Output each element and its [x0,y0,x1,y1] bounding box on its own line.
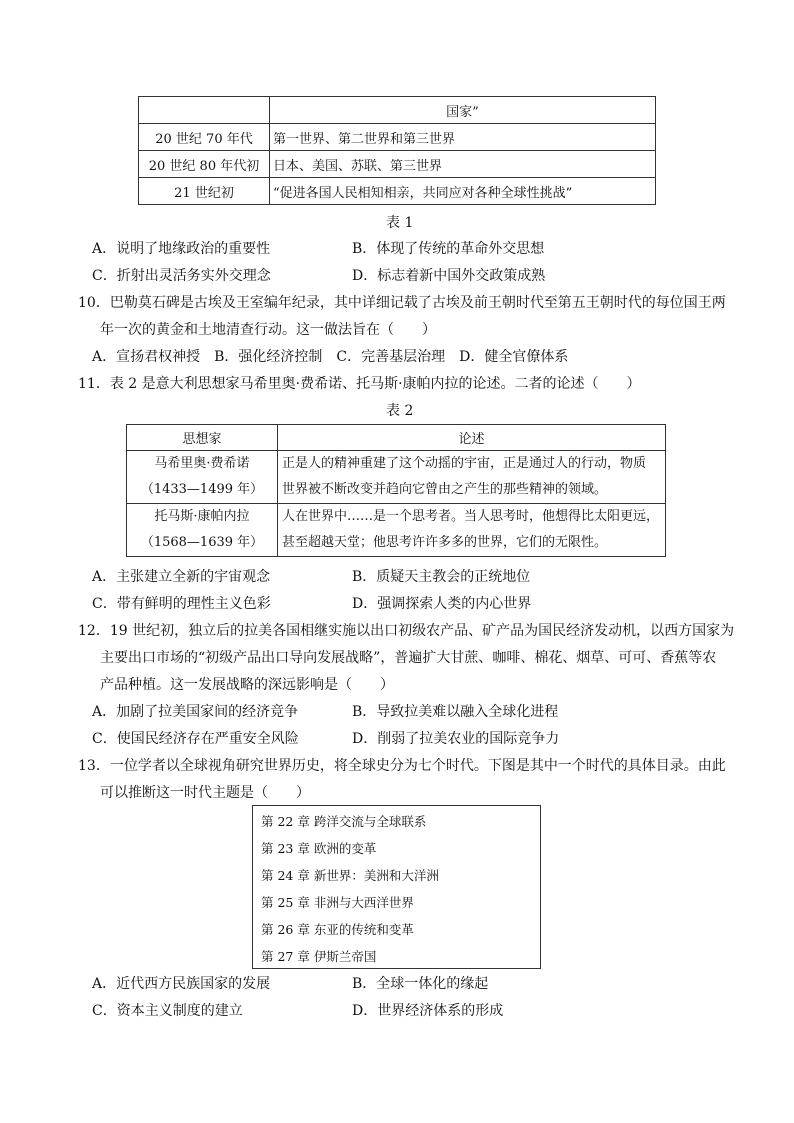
table-cell: 论述 [278,425,666,451]
thinker-name: 马希里奥·费希诺 [154,456,250,471]
thinker-years: （1433—1499 年） [140,482,264,497]
table-cell [278,504,666,557]
quote-line: 世界被不断改变并趋向它曾由之产生的那些精神的领域。 [282,482,608,497]
table-1-caption: 表 1 [386,215,414,231]
q13-option-d: D．世界经济体系的形成 [352,1003,504,1019]
q11-option-b: B．质疑天主教会的正统地位 [352,569,531,585]
q9-option-d: D．标志着新中国外交政策成熟 [352,268,546,284]
table-2-caption: 表 2 [386,403,414,419]
chapter-item: 第 22 章 跨洋交流与全球联系 [261,814,427,829]
table-cell: “促进各国人民相知相亲，共同应对各种全球性挑战” [270,178,656,205]
chapter-item: 第 24 章 新世界：美洲和大洋洲 [261,868,439,883]
q9-option-b: B．体现了传统的革命外交思想 [352,241,545,257]
q10-stem-line-2: 年一次的黄金和土地清查行动。这一做法旨在（ ） [100,322,436,338]
table-row [127,504,666,557]
q13-option-a: A．近代西方民族国家的发展 [92,976,271,992]
table-cell: 21 世纪初 [139,178,270,205]
q12-option-b: B．导致拉美难以融入全球化进程 [352,704,559,720]
thinker-name: 托马斯·康帕内拉 [154,509,250,524]
table-row [139,151,656,178]
q12-stem-line-2: 主要出口市场的“初级产品出口导向发展战略”，普遍扩大甘蔗、咖啡、棉花、烟草、可可、香蕉等农 [100,650,717,666]
table-1 [138,96,656,205]
table-cell [127,451,278,504]
q9-option-c: C．折射出灵活务实外交理念 [92,268,271,284]
q11-option-a: A．主张建立全新的宇宙观念 [92,569,271,585]
q13-option-b: B．全球一体化的缘起 [352,976,489,992]
table-row [139,97,656,124]
q10-stem-line-1: 10．巴勒莫石碑是古埃及王室编年纪录，其中详细记载了古埃及前王朝时代至第五王朝时代的每位国王两 [78,295,726,311]
quote-line: 正是人的精神重建了这个动摇的宇宙，正是通过人的行动，物质 [282,456,647,471]
q13-option-c: C．资本主义制度的建立 [92,1003,243,1019]
q12-stem-line-3: 产品种植。这一发展战略的深远影响是（ ） [100,677,394,693]
q12-option-a: A．加剧了拉美国家间的经济竞争 [92,704,299,720]
quote-line: 人在世界中……是一个思考者。当人思考时，他想得比太阳更远， [282,509,660,524]
table-cell [127,504,278,557]
q11-stem: 11．表 2 是意大利思想家马希里奥·费希诺、托马斯·康帕内拉的论述。二者的论述（ ） [78,376,641,392]
chapter-item: 第 25 章 非洲与大西洋世界 [261,895,414,910]
chapter-list-box [252,805,541,969]
chapter-item: 第 26 章 东亚的传统和变革 [261,922,414,937]
table-row [127,451,666,504]
table-cell: 20 世纪 80 年代初 [139,151,270,178]
q12-stem-line-1: 12．19 世纪初，独立后的拉美各国相继实施以出口初级农产品、矿产品为国民经济发动机，以西方国家为 [78,623,735,639]
q11-option-d: D．强调探索人类的内心世界 [352,596,532,612]
table-cell [139,97,270,124]
q13-stem-line-2: 可以推断这一时代主题是（ ） [100,785,310,801]
q9-option-a: A．说明了地缘政治的重要性 [92,241,271,257]
table-cell: 国家” [270,97,656,124]
q11-option-c: C．带有鲜明的理性主义色彩 [92,596,271,612]
table-2 [126,424,666,557]
table-row [127,425,666,451]
table-row [139,178,656,205]
chapter-item: 第 23 章 欧洲的变革 [261,841,377,856]
table-cell [278,451,666,504]
q10-options: A．宣扬君权神授 B．强化经济控制 C．完善基层治理 D．健全官僚体系 [92,349,569,365]
table-row [139,124,656,151]
q12-option-d: D．削弱了拉美农业的国际竞争力 [352,731,560,747]
quote-line: 甚至超越天堂；他思考许许多多的世界，它们的无限性。 [282,535,608,550]
table-cell: 思想家 [127,425,278,451]
thinker-years: （1568—1639 年） [140,535,264,550]
q13-stem-line-1: 13．一位学者以全球视角研究世界历史，将全球史分为七个时代。下图是其中一个时代的具体目录。由此 [78,758,726,774]
table-cell: 20 世纪 70 年代 [139,124,270,151]
q12-option-c: C．使国民经济存在严重安全风险 [92,731,299,747]
table-cell: 日本、美国、苏联、第三世界 [270,151,656,178]
table-cell: 第一世界、第二世界和第三世界 [270,124,656,151]
chapter-item: 第 27 章 伊斯兰帝国 [261,949,377,964]
